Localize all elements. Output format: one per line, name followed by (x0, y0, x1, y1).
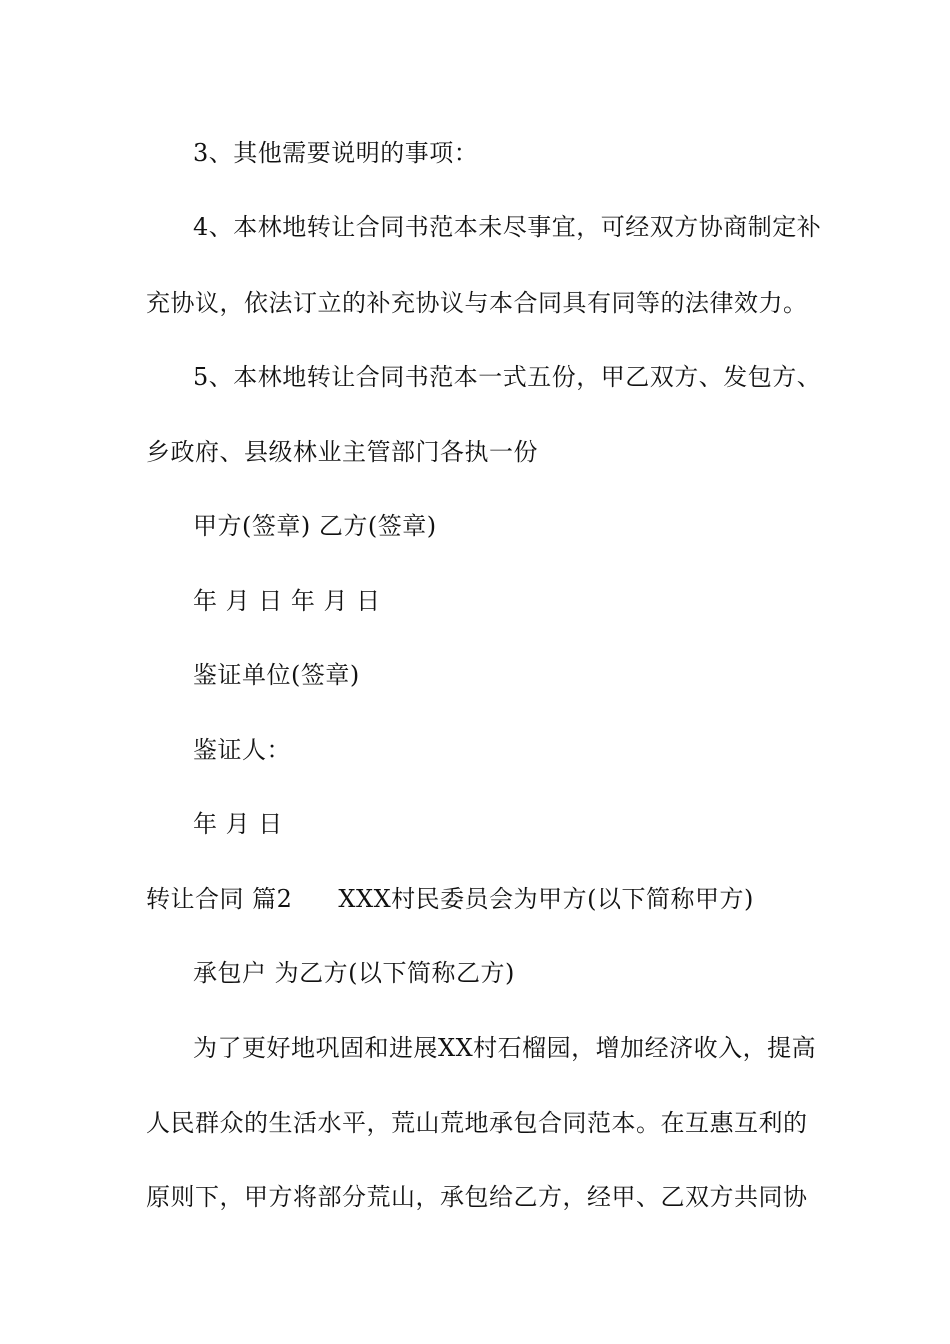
paragraph-line: 3、其他需要说明的事项： (193, 139, 479, 167)
paragraph-line: 承包户 为乙方(以下简称乙方) (193, 959, 515, 987)
paragraph-line: 5、本林地转让合同书范本一式五份，甲乙双方、发包方、 (193, 363, 822, 391)
paragraph-line: 为了更好地巩固和进展XX村石榴园，增加经济收入，提高 (193, 1034, 817, 1062)
certifier-unit-line: 鉴证单位(签章) (193, 661, 360, 689)
paragraph-line: 乡政府、县级林业主管部门各执一份 (146, 438, 538, 466)
section-heading-line (146, 884, 754, 914)
section-heading: 转让合同 篇2 (146, 885, 293, 913)
date-line: 年 月 日 (193, 810, 283, 838)
paragraph-line: 人民群众的生活水平，荒山荒地承包合同范本。在互惠互利的 (146, 1109, 808, 1137)
paragraph-line: 充协议，依法订立的补充协议与本合同具有同等的法律效力。 (146, 289, 808, 317)
signature-line: 甲方(签章) 乙方(签章) (193, 512, 437, 540)
date-line: 年 月 日 年 月 日 (193, 587, 381, 615)
paragraph-line: 4、本林地转让合同书范本未尽事宜，可经双方协商制定补 (193, 213, 822, 241)
paragraph-line: 原则下，甲方将部分荒山，承包给乙方，经甲、乙双方共同协 (146, 1183, 808, 1211)
paragraph-text: XXX村民委员会为甲方(以下简称甲方) (338, 885, 754, 913)
certifier-person-line: 鉴证人： (193, 736, 291, 764)
